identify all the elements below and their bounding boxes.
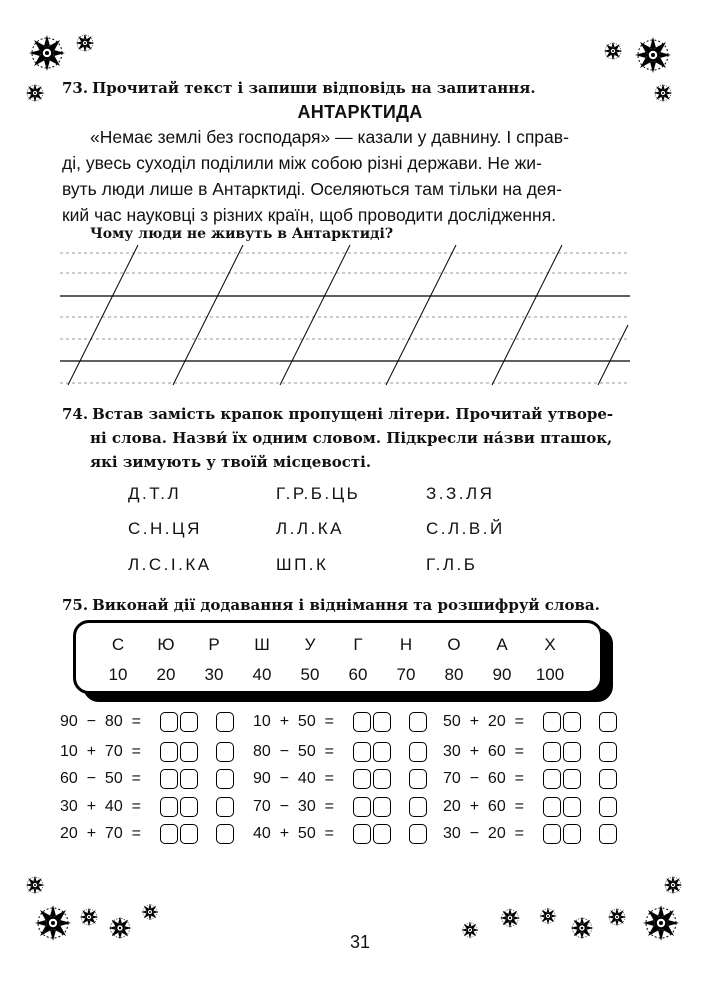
missing-letter-word: Г.Л.Б xyxy=(426,555,478,574)
answer-box[interactable] xyxy=(599,742,617,762)
cipher-letter: Г xyxy=(353,635,363,654)
equation-expression: 30 − 20 = xyxy=(443,825,524,842)
instruction-line: Встав замість крапок пропущені літери. Прочитай утворе- xyxy=(92,405,614,423)
equation-expression: 70 − 60 = xyxy=(443,770,524,787)
answer-box[interactable] xyxy=(409,712,427,732)
missing-letter-word: Л.С.І.КА xyxy=(128,555,212,574)
equation-expression: 30 + 40 = xyxy=(60,798,141,815)
answer-box[interactable] xyxy=(216,742,234,762)
equation-expression: 90 − 40 = xyxy=(253,770,334,787)
answer-box[interactable] xyxy=(543,712,561,732)
equation-expression: 20 + 60 = xyxy=(443,798,524,815)
answer-box[interactable] xyxy=(353,797,371,817)
answer-box[interactable] xyxy=(160,797,178,817)
missing-letter-word: Г.Р.Б.ЦЬ xyxy=(276,484,361,503)
equation-expression: 40 + 50 = xyxy=(253,825,334,842)
instruction-line: ні слова. Назви́ їх одним словом. Підкресли на́зви пташок, xyxy=(90,429,613,447)
flower-icon xyxy=(660,872,686,898)
answer-box[interactable] xyxy=(180,712,198,732)
answer-box[interactable] xyxy=(353,769,371,789)
instruction-text: Виконай дії додавання і віднімання та розшифруй слова. xyxy=(92,596,600,614)
equation-expression: 70 − 30 = xyxy=(253,798,334,815)
cipher-letter: О xyxy=(447,635,461,654)
text-title: АНТАРКТИДА xyxy=(297,102,423,122)
task-number: 75. xyxy=(62,596,89,614)
cipher-letter: Ш xyxy=(254,635,270,654)
answer-box[interactable] xyxy=(543,797,561,817)
answer-box[interactable] xyxy=(373,797,391,817)
paragraph-line: «Немає землі без господаря» — казали у давнину. І справ- xyxy=(90,127,569,147)
answer-box[interactable] xyxy=(563,797,581,817)
missing-letter-word: С.Л.В.Й xyxy=(426,519,505,538)
cipher-number: 70 xyxy=(396,665,416,684)
flower-icon xyxy=(72,30,98,56)
flower-icon xyxy=(138,900,162,924)
equation-expression: 10 + 50 = xyxy=(253,713,334,730)
task-number: 73. xyxy=(62,79,89,97)
answer-box[interactable] xyxy=(180,824,198,844)
paragraph-line: ді, увесь суходіл поділили між собою різні держави. Не жи- xyxy=(62,153,542,173)
flower-icon xyxy=(600,38,626,64)
answer-box[interactable] xyxy=(543,824,561,844)
text-paragraph xyxy=(62,124,630,228)
missing-letter-word: ШП.К xyxy=(276,555,329,574)
flower-icon xyxy=(536,904,560,928)
answer-box[interactable] xyxy=(216,824,234,844)
answer-box[interactable] xyxy=(180,769,198,789)
answer-box[interactable] xyxy=(373,769,391,789)
instruction-line: які зимують у твоїй місцевості. xyxy=(90,453,372,471)
paragraph-line: вуть люди лише в Антарктиді. Оселяються там тільки на дея- xyxy=(62,179,562,199)
equation-expression: 10 + 70 = xyxy=(60,743,141,760)
cipher-letter: У xyxy=(304,635,316,654)
answer-box[interactable] xyxy=(160,712,178,732)
answer-box[interactable] xyxy=(180,797,198,817)
answer-box[interactable] xyxy=(599,797,617,817)
answer-box[interactable] xyxy=(563,742,581,762)
equation-expression: 60 − 50 = xyxy=(60,770,141,787)
answer-box[interactable] xyxy=(373,742,391,762)
cipher-number: 20 xyxy=(156,665,176,684)
answer-box[interactable] xyxy=(353,824,371,844)
answer-box[interactable] xyxy=(180,742,198,762)
cipher-letter: А xyxy=(496,635,508,654)
answer-box[interactable] xyxy=(543,769,561,789)
equation-expression: 80 − 50 = xyxy=(253,743,334,760)
cipher-number: 100 xyxy=(535,665,565,684)
answer-box[interactable] xyxy=(563,824,581,844)
cipher-number: 50 xyxy=(300,665,320,684)
cipher-number: 60 xyxy=(348,665,368,684)
answer-box[interactable] xyxy=(216,712,234,732)
cipher-letter: Ю xyxy=(157,635,175,654)
missing-letter-word: С.Н.ЦЯ xyxy=(128,519,202,538)
equation-expression: 50 + 20 = xyxy=(443,713,524,730)
equation-expression: 30 + 60 = xyxy=(443,743,524,760)
answer-box[interactable] xyxy=(599,712,617,732)
answer-box[interactable] xyxy=(353,712,371,732)
answer-box[interactable] xyxy=(160,742,178,762)
paragraph-line: кий час науковці з різних країн, щоб проводити дослідження. xyxy=(62,205,557,225)
missing-letter-word: Л.Л.КА xyxy=(276,519,345,538)
answer-box[interactable] xyxy=(409,742,427,762)
answer-box[interactable] xyxy=(563,769,581,789)
task-number: 74. xyxy=(62,405,89,423)
equation-expression: 20 + 70 = xyxy=(60,825,141,842)
answer-box[interactable] xyxy=(373,712,391,732)
task-73-question: Чому люди не живуть в Антарктиді? xyxy=(90,226,394,242)
cipher-number: 40 xyxy=(252,665,272,684)
page-number: 31 xyxy=(349,932,371,952)
answer-box[interactable] xyxy=(599,769,617,789)
flower-icon xyxy=(604,904,630,930)
answer-box[interactable] xyxy=(373,824,391,844)
flower-icon xyxy=(628,30,678,80)
answer-box[interactable] xyxy=(543,742,561,762)
flower-icon xyxy=(76,904,102,930)
answer-box[interactable] xyxy=(409,769,427,789)
answer-box[interactable] xyxy=(409,797,427,817)
cipher-key-box xyxy=(73,620,613,698)
answer-box[interactable] xyxy=(160,824,178,844)
instruction-text: Прочитай текст і запиши відповідь на запитання. xyxy=(92,79,536,97)
answer-box[interactable] xyxy=(353,742,371,762)
answer-box[interactable] xyxy=(409,824,427,844)
cipher-letter: С xyxy=(111,635,125,654)
answer-box[interactable] xyxy=(216,797,234,817)
answer-box[interactable] xyxy=(216,769,234,789)
task-74-instruction xyxy=(62,402,642,474)
answer-box[interactable] xyxy=(563,712,581,732)
cipher-number: 30 xyxy=(204,665,224,684)
answer-box[interactable] xyxy=(599,824,617,844)
cipher-letter: Р xyxy=(208,635,220,654)
cipher-number: 10 xyxy=(108,665,128,684)
missing-letter-word: Д.Т.Л xyxy=(128,484,182,503)
task-75-instruction xyxy=(62,593,600,617)
cipher-number: 90 xyxy=(492,665,512,684)
flower-icon xyxy=(22,28,72,78)
flower-icon xyxy=(496,904,524,932)
task-73-instruction xyxy=(62,76,536,100)
cipher-letter: Х xyxy=(544,635,556,654)
missing-letter-word: З.З.ЛЯ xyxy=(426,484,495,503)
answer-box[interactable] xyxy=(160,769,178,789)
flower-icon xyxy=(22,872,48,898)
cipher-number: 80 xyxy=(444,665,464,684)
writing-lines[interactable] xyxy=(60,245,630,387)
equation-expression: 90 − 80 = xyxy=(60,713,141,730)
cipher-letter: Н xyxy=(399,635,413,654)
